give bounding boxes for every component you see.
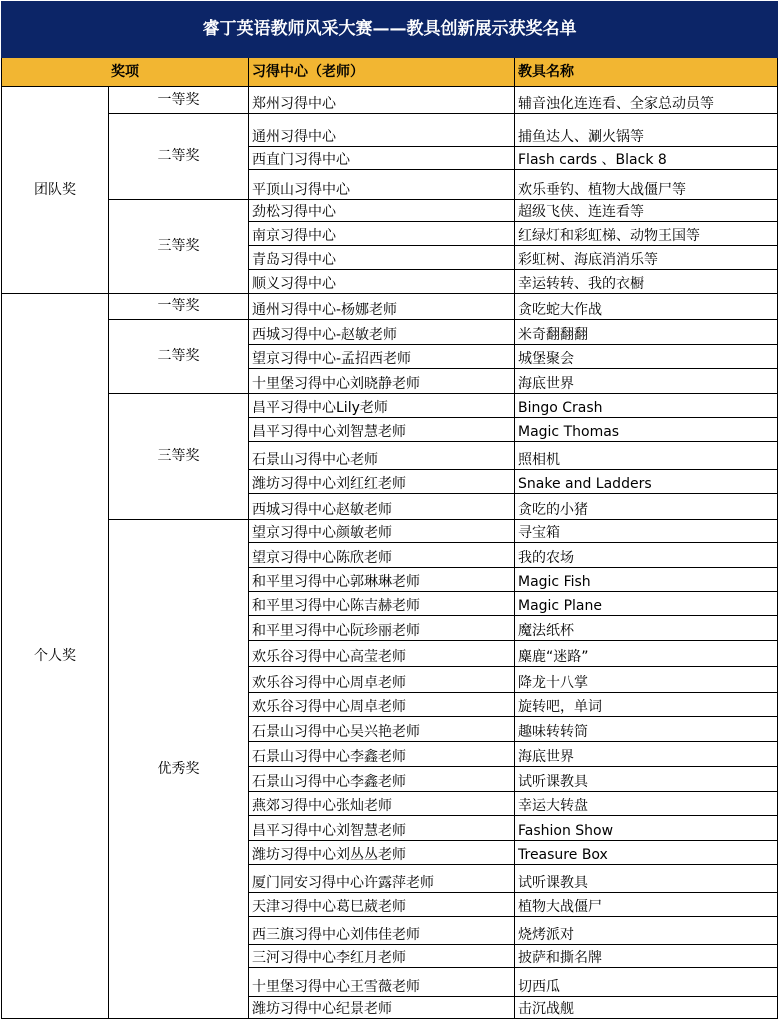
row-center: 和平里习得中心陈吉赫老师 bbox=[249, 592, 515, 616]
row-tool: 辅音浊化连连看、全家总动员等 bbox=[515, 87, 778, 114]
row-center: 望京习得中心陈欣老师 bbox=[249, 543, 515, 568]
row-center: 天津习得中心葛巳葳老师 bbox=[249, 893, 515, 917]
page-title: 睿丁英语教师风采大赛——教具创新展示获奖名单 bbox=[2, 2, 778, 58]
group-team: 团队奖 bbox=[2, 87, 109, 294]
row-center: 望京习得中心颜敏老师 bbox=[249, 520, 515, 543]
group-individual: 个人奖 bbox=[2, 294, 109, 1019]
row-tool: 我的农场 bbox=[515, 543, 778, 568]
row-tool: 贪吃的小猪 bbox=[515, 494, 778, 520]
row-center: 顺义习得中心 bbox=[249, 270, 515, 294]
row-tool: 旋转吧，单词 bbox=[515, 693, 778, 717]
row-tool: 试听课教具 bbox=[515, 767, 778, 792]
row-tool: Magic Plane bbox=[515, 592, 778, 616]
row-tool: 寻宝箱 bbox=[515, 520, 778, 543]
individual-second-prize: 二等奖 bbox=[109, 320, 249, 394]
row-tool: Bingo Crash bbox=[515, 394, 778, 418]
row-center: 潍坊习得中心纪景老师 bbox=[249, 997, 515, 1019]
row-tool: 降龙十八掌 bbox=[515, 667, 778, 693]
row-tool: Treasure Box bbox=[515, 841, 778, 865]
row-center: 欢乐谷习得中心周卓老师 bbox=[249, 667, 515, 693]
row-center: 青岛习得中心 bbox=[249, 246, 515, 270]
row-center: 望京习得中心-孟招西老师 bbox=[249, 345, 515, 369]
header-award: 奖项 bbox=[2, 58, 249, 87]
row-center: 南京习得中心 bbox=[249, 222, 515, 246]
row-center: 燕郊习得中心张灿老师 bbox=[249, 792, 515, 816]
row-tool: 城堡聚会 bbox=[515, 345, 778, 369]
row-center: 石景山习得中心老师 bbox=[249, 442, 515, 470]
row-center: 西城习得中心-赵敏老师 bbox=[249, 320, 515, 345]
row-center: 潍坊习得中心刘红红老师 bbox=[249, 470, 515, 494]
row-tool: 幸运大转盘 bbox=[515, 792, 778, 816]
team-second-prize: 二等奖 bbox=[109, 114, 249, 200]
row-center: 石景山习得中心李鑫老师 bbox=[249, 767, 515, 792]
row-tool: 植物大战僵尸 bbox=[515, 893, 778, 917]
individual-excellence-prize: 优秀奖 bbox=[109, 520, 249, 1019]
row-tool: 麋鹿“迷路” bbox=[515, 641, 778, 667]
row-center: 劲松习得中心 bbox=[249, 200, 515, 222]
row-tool: 超级飞侠、连连看等 bbox=[515, 200, 778, 222]
row-tool: Fashion Show bbox=[515, 816, 778, 841]
row-center: 欢乐谷习得中心周卓老师 bbox=[249, 693, 515, 717]
row-tool: Snake and Ladders bbox=[515, 470, 778, 494]
row-center: 三河习得中心李红月老师 bbox=[249, 945, 515, 968]
row-tool: 幸运转转、我的衣橱 bbox=[515, 270, 778, 294]
row-center: 潍坊习得中心刘丛丛老师 bbox=[249, 841, 515, 865]
row-tool: 欢乐垂钓、植物大战僵尸等 bbox=[515, 170, 778, 200]
row-center: 石景山习得中心吴兴艳老师 bbox=[249, 717, 515, 742]
row-center: 郑州习得中心 bbox=[249, 87, 515, 114]
row-center: 西城习得中心赵敏老师 bbox=[249, 494, 515, 520]
row-tool: 切西瓜 bbox=[515, 968, 778, 997]
individual-first-prize: 一等奖 bbox=[109, 294, 249, 320]
row-center: 欢乐谷习得中心高莹老师 bbox=[249, 641, 515, 667]
row-tool: Magic Fish bbox=[515, 568, 778, 592]
row-tool: 试听课教具 bbox=[515, 865, 778, 893]
row-center: 十里堡习得中心王雪薇老师 bbox=[249, 968, 515, 997]
row-tool: 海底世界 bbox=[515, 742, 778, 767]
row-tool: 贪吃蛇大作战 bbox=[515, 294, 778, 320]
team-first-prize: 一等奖 bbox=[109, 87, 249, 114]
row-tool: 彩虹树、海底消消乐等 bbox=[515, 246, 778, 270]
header-tool: 教具名称 bbox=[515, 58, 778, 87]
header-center: 习得中心（老师） bbox=[249, 58, 515, 87]
row-tool: 米奇翻翻翻 bbox=[515, 320, 778, 345]
row-center: 西直门习得中心 bbox=[249, 147, 515, 170]
row-tool: Magic Thomas bbox=[515, 418, 778, 442]
row-tool: 照相机 bbox=[515, 442, 778, 470]
row-center: 和平里习得中心郭琳琳老师 bbox=[249, 568, 515, 592]
row-tool: 披萨和撕名牌 bbox=[515, 945, 778, 968]
row-center: 昌平习得中心刘智慧老师 bbox=[249, 418, 515, 442]
row-tool: 魔法纸杯 bbox=[515, 616, 778, 641]
row-tool: 捕鱼达人、涮火锅等 bbox=[515, 114, 778, 147]
row-center: 通州习得中心-杨娜老师 bbox=[249, 294, 515, 320]
row-tool: 红绿灯和彩虹梯、动物王国等 bbox=[515, 222, 778, 246]
row-tool: 趣味转转筒 bbox=[515, 717, 778, 742]
row-tool: 烧烤派对 bbox=[515, 917, 778, 945]
award-table bbox=[1, 1, 778, 1019]
row-center: 昌平习得中心Lily老师 bbox=[249, 394, 515, 418]
row-center: 昌平习得中心刘智慧老师 bbox=[249, 816, 515, 841]
row-center: 厦门同安习得中心许露萍老师 bbox=[249, 865, 515, 893]
row-tool: 击沉战舰 bbox=[515, 997, 778, 1019]
row-center: 石景山习得中心李鑫老师 bbox=[249, 742, 515, 767]
row-center: 和平里习得中心阮珍丽老师 bbox=[249, 616, 515, 641]
individual-third-prize: 三等奖 bbox=[109, 394, 249, 520]
team-third-prize: 三等奖 bbox=[109, 200, 249, 294]
row-center: 通州习得中心 bbox=[249, 114, 515, 147]
row-center: 十里堡习得中心刘晓静老师 bbox=[249, 369, 515, 394]
row-center: 平顶山习得中心 bbox=[249, 170, 515, 200]
row-center: 西三旗习得中心刘伟佳老师 bbox=[249, 917, 515, 945]
row-tool: Flash cards 、Black 8 bbox=[515, 147, 778, 170]
row-tool: 海底世界 bbox=[515, 369, 778, 394]
